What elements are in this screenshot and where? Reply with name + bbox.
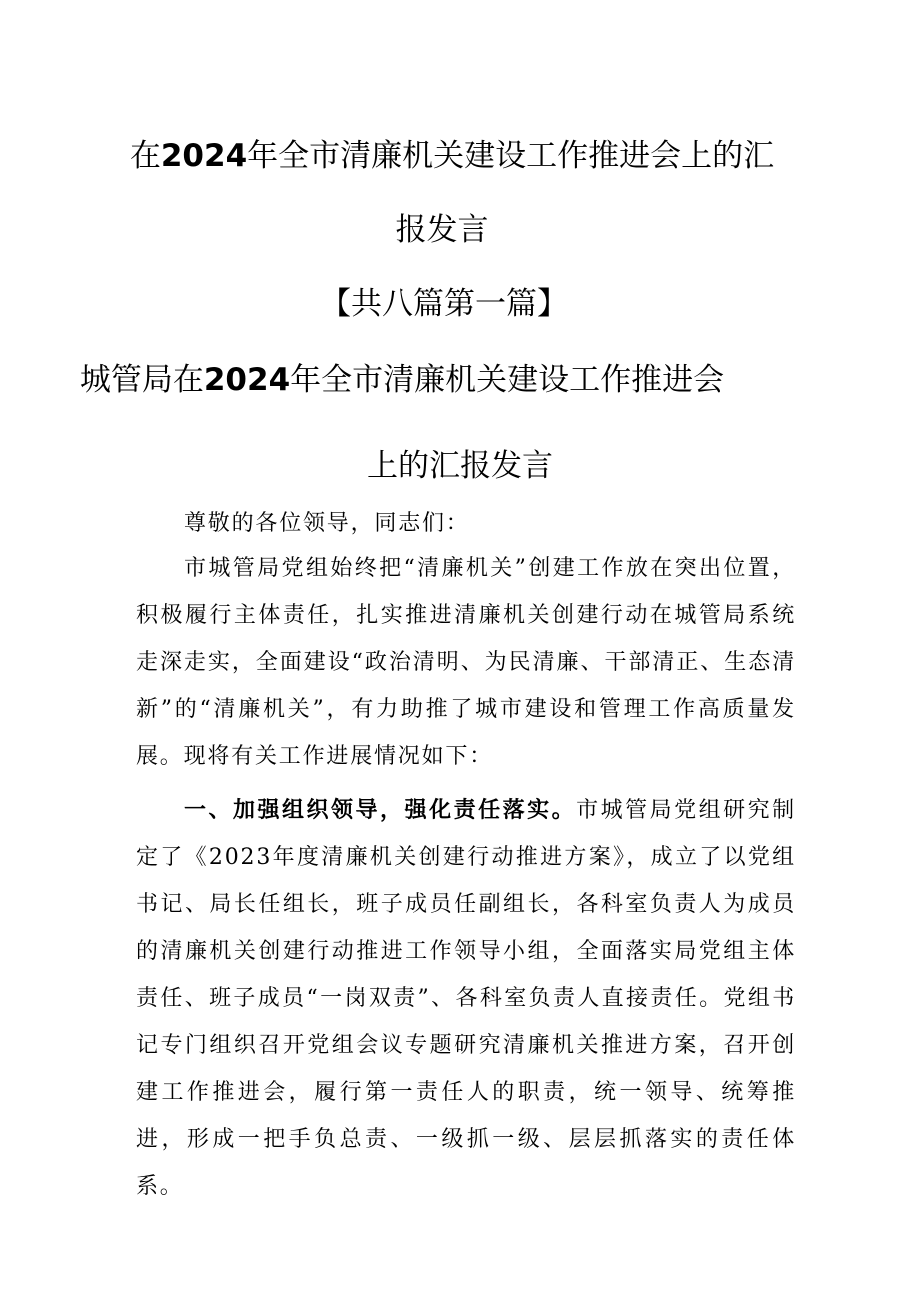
title-year: 2024 [160,138,248,174]
paragraph-intro: 市城管局党组始终把“清廉机关”创建工作放在突出位置，积极履行主体责任，扎实推进清廉机关创建行动在城管局系统走深走实，全面建设“政治清明、为民清廉、干部清正、生态清新”的“清廉机关”，有力助推了城市建设和管理工作高质量发展。现将有关工作进展情况如下： [136,556,796,769]
title-prefix: 在 [129,138,161,174]
section-title-prefix: 城管局在 [79,362,204,398]
section-title-suffix: 年全市清廉机关建设工作推进会 [290,362,725,398]
title-line-1 [0,136,912,176]
greeting: 尊敬的各位领导，同志们： [184,511,470,536]
series-subtitle: 【共八篇第一篇】 [320,286,568,322]
paragraph-lead: 一、加强组织领导，强化责任落实。 [184,798,577,823]
section-title-line-1 [0,360,862,400]
paragraph-section-1 [136,787,796,1210]
title-line-2: 报发言 [395,212,489,248]
title-suffix: 年全市清廉机关建设工作推进会上的汇 [247,138,775,174]
paragraph-body: 市城管局党组研究制定了《2023年度清廉机关创建行动推进方案》，成立了以党组书记、局长任组长，班子成员任副组长，各科室负责人为成员的清廉机关创建行动推进工作领导小组，全面落实局党组主体责任、班子成员“一岗双责”、各科室负责人直接责任。党组书记专门组织召开党组会议专题研究清廉机关推进方案，召开创建工作推进会，履行第一责任人的职责，统一领导、统筹推进，形成一把手负总责、一级抓一级、层层抓落实的责任体系。 [136,798,796,1199]
section-title-line-2: 上的汇报发言 [367,448,553,484]
section-title-year: 2024 [203,362,291,398]
